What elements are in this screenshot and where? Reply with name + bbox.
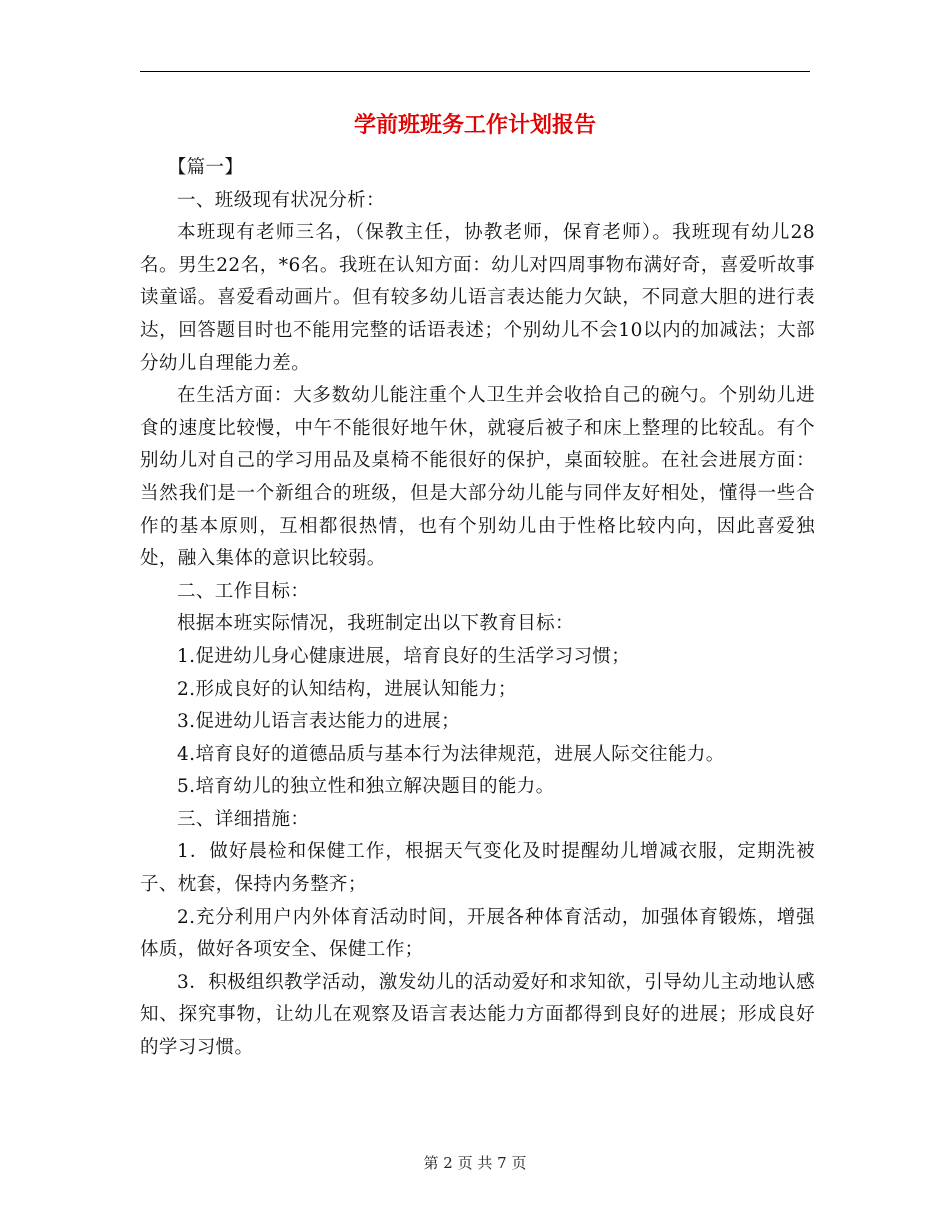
body-paragraph: 根据本班实际情况，我班制定出以下教育目标： [177, 613, 574, 635]
list-item: 2.充分利用户内外体育活动时间，开展各种体育活动，加强体育锻炼，增强体质，做好各项安全、保健工作； [140, 906, 815, 961]
header-rule [140, 71, 810, 72]
list-item: 4.培育良好的道德品质与基本行为法律规范，进展人际交往能力。 [177, 743, 725, 765]
list-item: 5.培育幼儿的独立性和独立解决题目的能力。 [177, 776, 555, 798]
document-body [140, 152, 815, 1065]
list-item: 2.形成良好的认知结构，进展认知能力； [177, 678, 517, 700]
section-heading: 一、班级现有状况分析： [177, 189, 385, 211]
list-item: 3.促进幼儿语言表达能力的进展； [177, 711, 461, 733]
document-title: 学前班班务工作计划报告 [353, 112, 596, 138]
body-paragraph: 在生活方面：大多数幼儿能注重个人卫生并会收拾自己的碗勺。个别幼儿进食的速度比较慢，中午不能很好地午休，就寝后被子和床上整理的比较乱。有个别幼儿对自己的学习用品及桌椅不能很好的保护，桌面较脏。在社会进展方面：当然我们是一个新组合的班级，但是大部分幼儿能与同伴友好相处，懂得一些合作的基本原则，互相都很热情，也有个别幼儿由于性格比较内向，因此喜爱独处，融入集体的意识比较弱。 [140, 385, 815, 570]
body-paragraph: 本班现有老师三名，（保教主任，协教老师，保育老师）。我班现有幼儿28名。男生22名，*6名。我班在认知方面：幼儿对四周事物布满好奇，喜爱听故事读童谣。喜爱看动画片。但有较多幼儿语言表达能力欠缺，不同意大胆的进行表达，回答题目时也不能用完整的话语表述；个别幼儿不会10以内的加减法；大部分幼儿自理能力差。 [140, 222, 815, 374]
list-item: 1．做好晨检和保健工作，根据天气变化及时提醒幼儿增减衣服，定期洗被子、枕套，保持内务整齐； [140, 841, 815, 896]
list-item: 1.促进幼儿身心健康进展，培育良好的生活学习习惯； [177, 645, 631, 667]
page-number: 第 2 页 共 7 页 [423, 1154, 527, 1172]
list-item: 3．积极组织教学活动，激发幼儿的活动爱好和求知欲，引导幼儿主动地认感知、探究事物，让幼儿在观察及语言表达能力方面都得到良好的进展；形成良好的学习习惯。 [140, 971, 815, 1059]
section-heading: 二、工作目标： [177, 580, 310, 602]
section-label: 【篇一】 [167, 157, 244, 178]
section-heading: 三、详细措施： [177, 808, 310, 830]
